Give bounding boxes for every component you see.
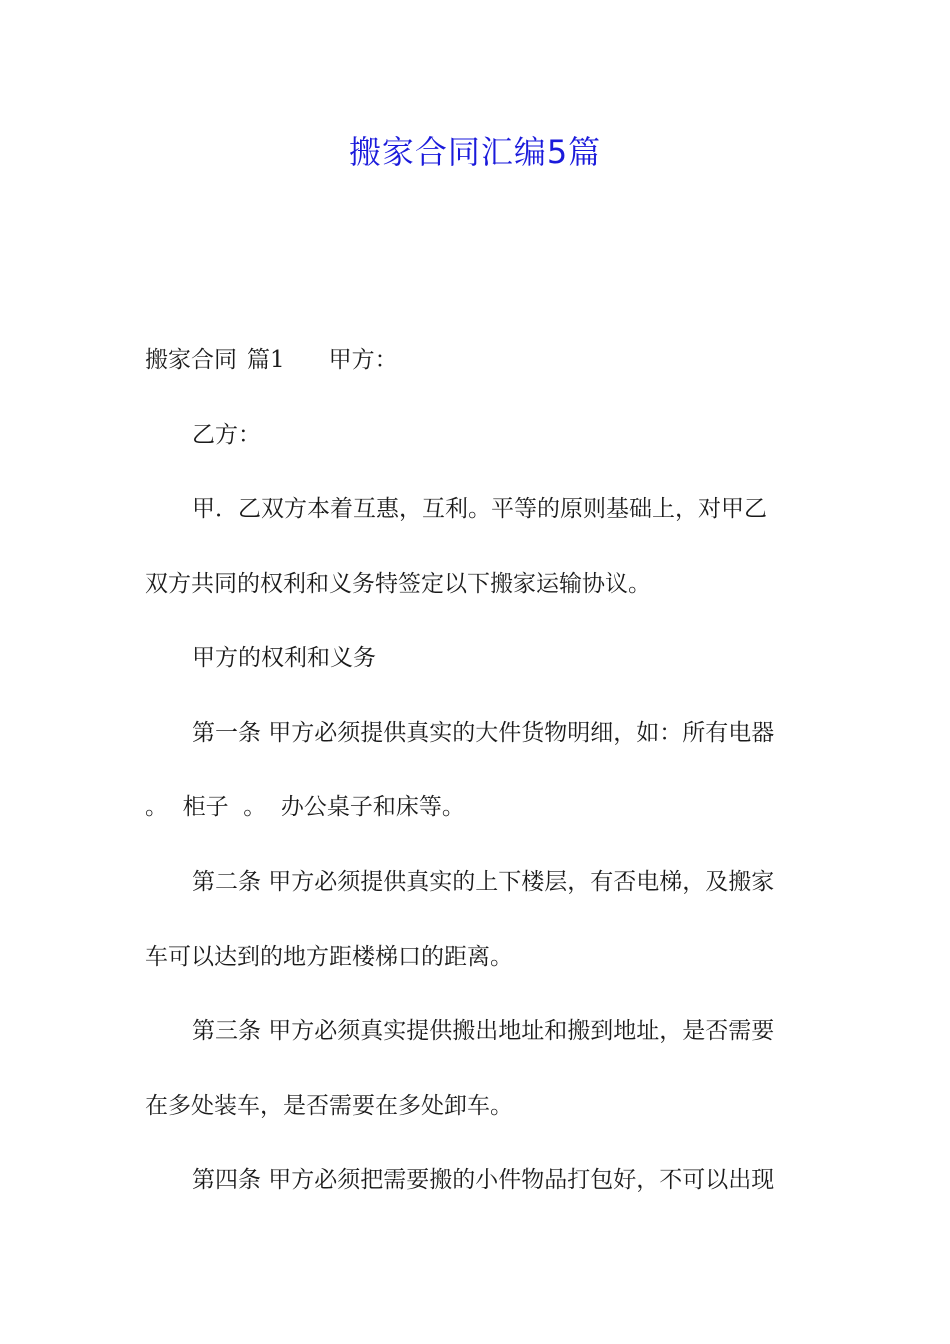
party-b-label: 乙方： (192, 422, 261, 448)
party-a-label: 甲方： (328, 347, 398, 373)
paragraph-line: 。 柜子 。 办公桌子和床等。 (145, 794, 465, 820)
paragraph-line: 第一条 甲方必须提供真实的大件货物明细，如：所有电器 (192, 720, 775, 746)
heading-prefix: 搬家合同 (145, 347, 237, 373)
paragraph-line: 甲．乙双方本着互惠，互利。平等的原则基础上，对甲乙 (192, 496, 767, 522)
document-title: 搬家合同汇编5篇 (348, 133, 602, 171)
paragraph-line: 车可以达到的地方距楼梯口的距离。 (145, 944, 513, 970)
heading-section: 篇1 (247, 347, 285, 373)
paragraph-line: 第二条 甲方必须提供真实的上下楼层，有否电梯，及搬家 (192, 869, 775, 895)
heading-line (145, 342, 810, 378)
paragraph-line: 双方共同的权利和义务特签定以下搬家运输协议。 (145, 571, 651, 597)
section-heading: 甲方的权利和义务 (192, 645, 376, 671)
paragraph-line: 第四条 甲方必须把需要搬的小件物品打包好，不可以出现 (192, 1167, 775, 1193)
paragraph-line: 在多处装车，是否需要在多处卸车。 (145, 1093, 513, 1119)
paragraph-line: 第三条 甲方必须真实提供搬出地址和搬到地址，是否需要 (192, 1018, 775, 1044)
